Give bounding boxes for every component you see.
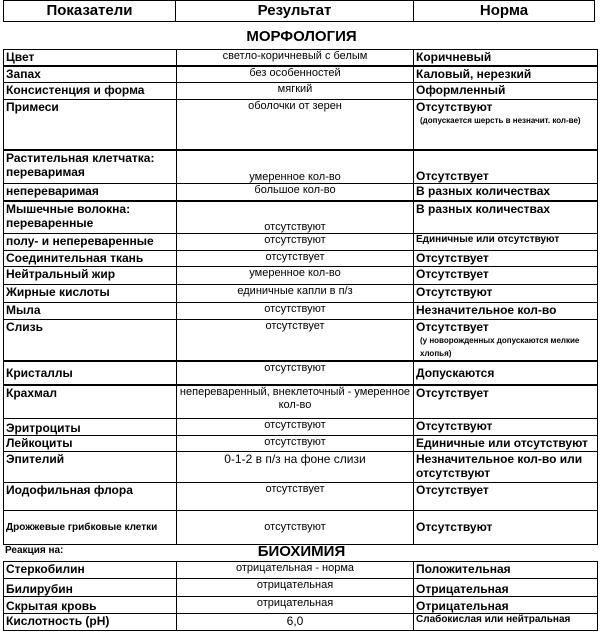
- row-name: Кристаллы: [4, 361, 177, 385]
- row-result: 0-1-2 в п/з на фоне слизи: [177, 451, 414, 482]
- row-norm: Отрицательная: [414, 597, 598, 614]
- table-row: [4, 50, 598, 66]
- norm-value: Отсутствует: [416, 320, 489, 334]
- row-result: отсутствуют: [177, 435, 414, 451]
- row-norm: Отсутствует: [414, 267, 598, 285]
- row-result: оболочки от зерен: [177, 100, 414, 150]
- row-norm: Отсутствуют: [414, 285, 598, 303]
- header-result: Результат: [176, 1, 414, 21]
- row-result: отсутствуют: [177, 361, 414, 385]
- row-norm: Отрицательная: [414, 579, 598, 597]
- row-result: отрицательная - норма: [177, 562, 414, 579]
- table-row: [4, 510, 598, 544]
- row-norm: Отсутствует: [414, 385, 598, 418]
- table-row: [4, 201, 598, 234]
- row-result: отрицательная: [177, 579, 414, 597]
- row-norm: Оформленный: [414, 83, 598, 100]
- table-row: [4, 614, 598, 631]
- table-row: [4, 267, 598, 285]
- table-row: [4, 451, 598, 482]
- table-row: [4, 482, 598, 510]
- row-name: Цвет: [4, 50, 177, 66]
- row-name: Растительная клетчатка: переваримая: [4, 150, 177, 184]
- row-result: мягкий: [177, 83, 414, 100]
- row-norm: Отсутствует: [414, 482, 598, 510]
- row-result: единичные капли в п/з: [177, 285, 414, 303]
- table-row: [4, 184, 598, 201]
- table-row: [4, 320, 598, 362]
- reaction-label: Реакция на:: [5, 545, 64, 556]
- row-result: умеренное кол-во: [177, 150, 414, 184]
- row-norm: [414, 320, 598, 362]
- biochemistry-title: БИОХИМИЯ: [257, 543, 346, 560]
- table-row: [4, 385, 598, 418]
- header-indicators: Показатели: [4, 1, 176, 21]
- column-header: [3, 0, 595, 22]
- row-name: Слизь: [4, 320, 177, 362]
- row-result: отсутствуют: [177, 510, 414, 544]
- norm-note: (у новорожденных допускаются мелкие хлопья): [420, 336, 580, 358]
- table-row: [4, 66, 598, 83]
- row-norm: Отсутствуют: [414, 418, 598, 435]
- row-name: Билирубин: [4, 579, 177, 597]
- row-name: Дрожжевые грибковые клетки: [4, 510, 177, 544]
- row-result: отсутствует: [177, 482, 414, 510]
- row-name: Примеси: [4, 100, 177, 150]
- row-name: Мыла: [4, 303, 177, 320]
- row-norm: Незначительное кол-во или отсутствуют: [414, 451, 598, 482]
- morphology-table: [3, 49, 598, 545]
- table-row: [4, 597, 598, 614]
- row-name: Стеркобилин: [4, 562, 177, 579]
- row-norm: Единичные или отсутствуют: [414, 435, 598, 451]
- table-row: [4, 100, 598, 150]
- row-result: отсутствует: [177, 320, 414, 362]
- row-result: умеренное кол-во: [177, 267, 414, 285]
- biochemistry-table: [3, 561, 598, 631]
- row-name: Скрытая кровь: [4, 597, 177, 614]
- row-name: Крахмал: [4, 385, 177, 418]
- table-row: [4, 150, 598, 184]
- row-result: отрицательная: [177, 597, 414, 614]
- row-name: Нейтральный жир: [4, 267, 177, 285]
- row-name: Консистенция и форма: [4, 83, 177, 100]
- row-name: Соединительная ткань: [4, 251, 177, 267]
- table-row: [4, 234, 598, 251]
- table-row: [4, 251, 598, 267]
- row-result: большое кол-во: [177, 184, 414, 201]
- row-result: 6,0: [177, 614, 414, 631]
- table-row: [4, 361, 598, 385]
- row-result: отсутствует: [177, 251, 414, 267]
- row-name: Жирные кислоты: [4, 285, 177, 303]
- row-result: отсутствуют: [177, 418, 414, 435]
- row-name: Эпителий: [4, 451, 177, 482]
- row-name: непереваримая: [4, 184, 177, 201]
- row-norm: Единичные или отсутствуют: [414, 234, 598, 251]
- row-norm: Отсутствует: [414, 251, 598, 267]
- norm-note: (допускается шерсть в незначит. кол-ве): [420, 116, 581, 125]
- row-result: отсутствуют: [177, 303, 414, 320]
- row-norm: Каловый, нерезкий: [414, 66, 598, 83]
- table-row: [4, 435, 598, 451]
- row-name: Кислотность (pH): [4, 614, 177, 631]
- row-norm: Незначительное кол-во: [414, 303, 598, 320]
- row-name: Запах: [4, 66, 177, 83]
- row-norm: Отсутствуют: [414, 510, 598, 544]
- row-norm: Положительная: [414, 562, 598, 579]
- row-norm: Допускаются: [414, 361, 598, 385]
- row-name: Лейкоциты: [4, 435, 177, 451]
- row-result: отсутствуют: [177, 201, 414, 234]
- header-norm: Норма: [479, 2, 529, 19]
- table-row: [4, 579, 598, 597]
- morphology-title: МОРФОЛОГИЯ: [246, 28, 357, 45]
- table-row: [4, 418, 598, 435]
- row-norm: [414, 100, 598, 150]
- row-norm: В разных количествах: [414, 201, 598, 234]
- table-row: [4, 562, 598, 579]
- row-result: непереваренный, внеклеточный - умеренное кол-во: [177, 385, 414, 418]
- row-result: светло-коричневый с белым: [177, 50, 414, 66]
- row-norm: Коричневый: [414, 50, 598, 66]
- row-name: Мышечные волокна: переваренные: [4, 201, 177, 234]
- row-norm: Отсутствует: [414, 150, 598, 184]
- table-row: [4, 303, 598, 320]
- row-result: отсутствуют: [177, 234, 414, 251]
- row-norm: Слабокислая или нейтральная: [414, 614, 598, 631]
- row-name: полу- и непереваренные: [4, 234, 177, 251]
- row-name: Эритроциты: [4, 418, 177, 435]
- row-result: без особенностей: [177, 66, 414, 83]
- row-name: Иодофильная флора: [4, 482, 177, 510]
- norm-value: Отсутствуют: [416, 100, 493, 114]
- table-row: [4, 285, 598, 303]
- row-norm: В разных количествах: [414, 184, 598, 201]
- table-row: [4, 83, 598, 100]
